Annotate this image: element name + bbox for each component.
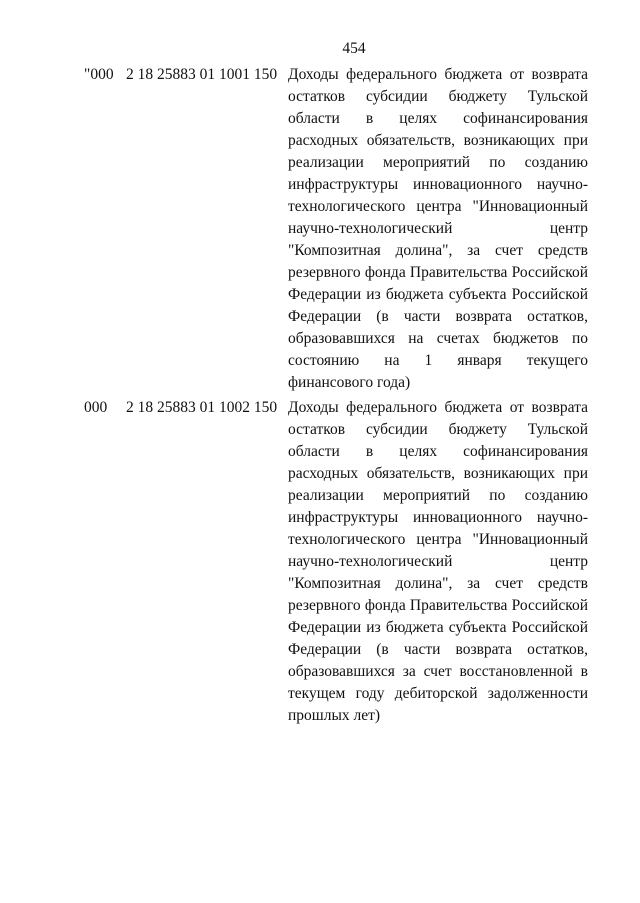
revenue-code-entry [84,64,588,394]
revenue-code-list [84,64,588,727]
revenue-description: Доходы федерального бюджета от возврата остатков субсидии бюджету Тульской области в целях софинансирования расходных обязательств, возникающих при реализации мероприятий по созданию инфраструктуры инновационного научно-технологического центра "Инновационный научно-технологический центр "Композитная долина", за счет средств резервного фонда Правительства Российской Федерации из бюджета субъекта Российской Федерации (в части возврата остатков, образовавшихся за счет восстановленной в текущем году дебиторской задолженности прошлых лет) [288,399,588,724]
budget-classification-code: 2 18 25883 01 1001 150 [126,66,278,83]
administrator-code: 000 [84,399,108,416]
revenue-code-entry [84,397,588,727]
page-number: 454 [342,40,366,57]
budget-classification-code: 2 18 25883 01 1002 150 [126,399,278,416]
administrator-code: "000 [84,66,114,83]
revenue-description: Доходы федерального бюджета от возврата остатков субсидии бюджету Тульской области в целях софинансирования расходных обязательств, возникающих при реализации мероприятий по созданию инфраструктуры инновационного научно-технологического центра "Инновационный научно-технологический центр "Композитная долина", за счет средств резервного фонда Правительства Российской Федерации из бюджета субъекта Российской Федерации (в части возврата остатков, образовавшихся на счетах бюджетов по состоянию на 1 января текущего финансового года) [288,66,588,391]
